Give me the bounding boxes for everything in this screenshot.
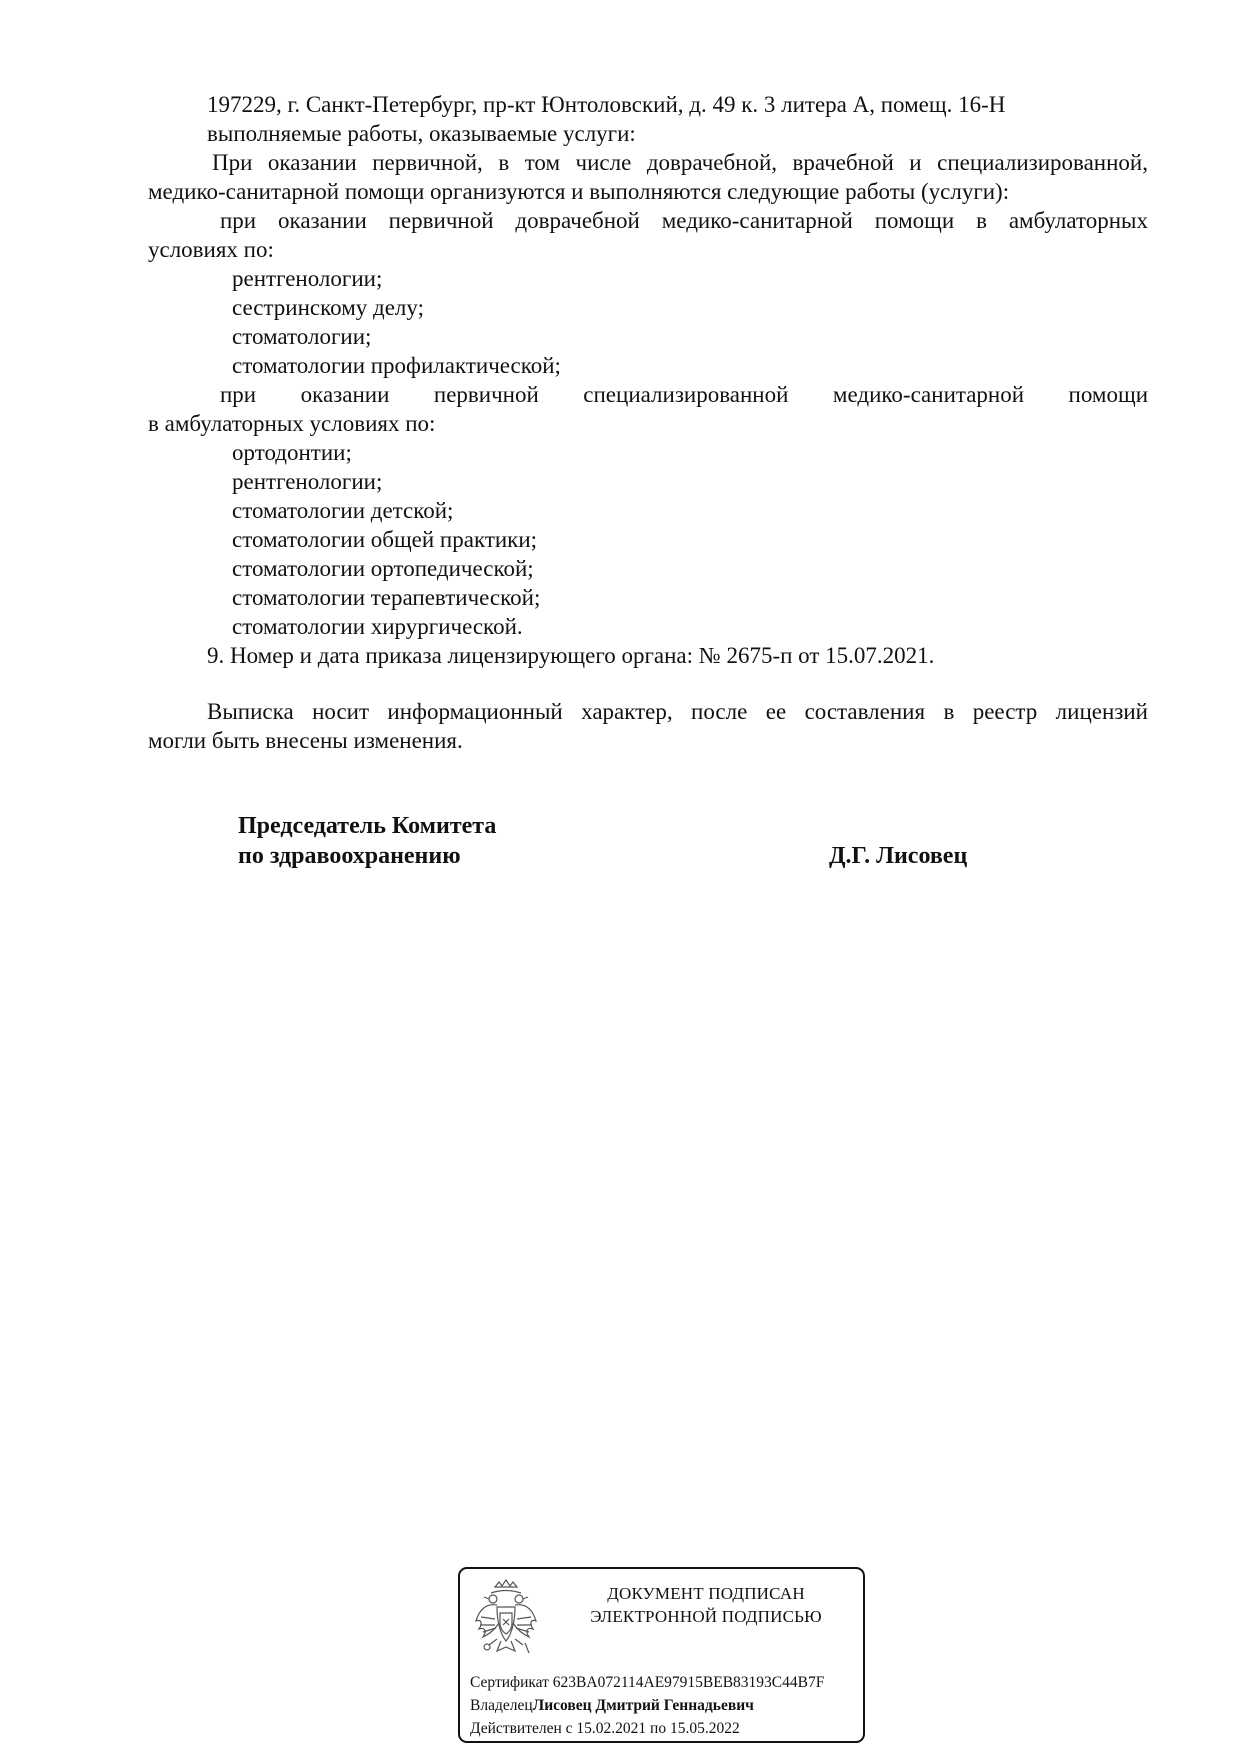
stamp-validity: Действителен с 15.02.2021 по 15.05.2022 xyxy=(470,1720,740,1737)
note-line-1: Выписка носит информационный характер, после ее составления в реестр лицензий xyxy=(207,699,1148,724)
list-item: стоматологии хирургической. xyxy=(232,614,523,639)
stamp-owner xyxy=(470,1696,754,1716)
owner-label: Владелец xyxy=(470,1697,533,1714)
list-item: стоматологии; xyxy=(232,324,372,349)
intro-line-2: медико-санитарной помощи организуются и выполняются следующие работы (услуги): xyxy=(148,179,1010,204)
stamp-title-1: ДОКУМЕНТ ПОДПИСАН xyxy=(607,1584,805,1603)
certificate-value: 623BA072114AE97915BEB83193C44B7F xyxy=(552,1674,825,1691)
russian-coat-of-arms-icon xyxy=(473,1577,539,1661)
stamp-certificate xyxy=(470,1673,824,1693)
signatory-name: Д.Г. Лисовец xyxy=(829,843,968,869)
owner-value: Лисовец Дмитрий Геннадьевич xyxy=(532,1697,754,1714)
signatory-position-1: Председатель Комитета xyxy=(238,813,497,839)
list-item: стоматологии детской; xyxy=(232,498,454,523)
group1-line-1: при оказании первичной доврачебной медико-санитарной помощи в амбулаторных xyxy=(220,208,1148,233)
intro-line-1: При оказании первичной, в том числе доврачебной, врачебной и специализированной, xyxy=(212,150,1148,175)
list-item: стоматологии ортопедической; xyxy=(232,556,534,581)
note-line-2: могли быть внесены изменения. xyxy=(148,728,463,753)
works-heading: выполняемые работы, оказываемые услуги: xyxy=(207,121,636,146)
order-line: 9. Номер и дата приказа лицензирующего органа: № 2675-п от 15.07.2021. xyxy=(207,643,935,668)
list-item: ортодонтии; xyxy=(232,440,352,465)
list-item: стоматологии общей практики; xyxy=(232,527,538,552)
group2-line-1: при оказании первичной специализированной медико-санитарной помощи xyxy=(220,382,1148,407)
group1-line-2: условиях по: xyxy=(148,237,274,262)
electronic-signature-stamp xyxy=(458,1567,865,1743)
certificate-label: Сертификат xyxy=(470,1674,549,1691)
list-item: рентгенологии; xyxy=(232,266,383,291)
stamp-title-2: ЭЛЕКТРОННОЙ ПОДПИСЬЮ xyxy=(590,1607,822,1626)
list-item: сестринскому делу; xyxy=(232,295,424,320)
signatory-position-2: по здравоохранению xyxy=(238,843,461,869)
group2-line-2: в амбулаторных условиях по: xyxy=(148,411,436,436)
list-item: стоматологии профилактической; xyxy=(232,353,561,378)
list-item: стоматологии терапевтической; xyxy=(232,585,541,610)
address-line: 197229, г. Санкт-Петербург, пр-кт Юнтоловский, д. 49 к. 3 литера А, помещ. 16-Н xyxy=(207,92,1006,117)
list-item: рентгенологии; xyxy=(232,469,383,494)
